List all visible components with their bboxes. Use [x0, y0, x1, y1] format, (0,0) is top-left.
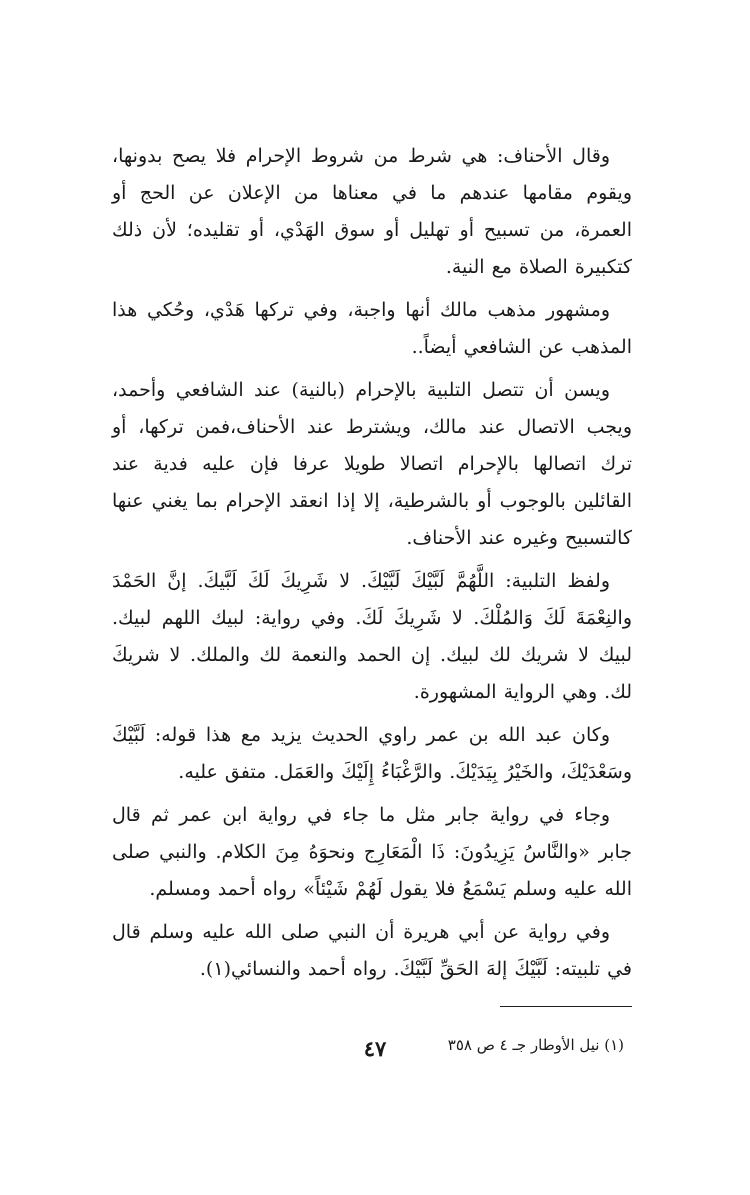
paragraph-talbiya-connection: ويسن أن تتصل التلبية بالإحرام (بالنية) عند الشافعي وأحمد، ويجب الاتصال عند مالك، ويشترط عند الأحناف،فمن تركها، أو ترك اتصالها بالإحرام اتصالا طويلا عرفا فإن عليه فدية عند القائلين بالوجوب أو بالشرطية، إلا إذا انعقد الإحرام بما يغني عنها كالتسبيح وغيره عند الأحناف. — [112, 379, 632, 549]
paragraph-abu-hurayra-narration: وفي رواية عن أبي هريرة أن النبي صلى الله عليه وسلم قال في تلبيته: لَبَّيْكَ إلهَ الحَقِّ لَبَّيْكَ. رواه أحمد والنسائي(١). — [112, 921, 632, 980]
paragraph-talbiya-wording: ولفظ التلبية: اللَّهُمَّ لَبَّيْكَ لَبَّيْكَ. لا شَرِيكَ لَكَ لَبَّيكَ. إنَّ الحَمْدَ والنِعْمَةَ لَكَ وَالمُلْكَ. لا شَرِيكَ لَكَ. وفي رواية: لبيك اللهم لبيك. لبيك لا شريك لك لبيك. إن الحمد والنعمة لك والملك. لا شريكَ لك. وهي الرواية المشهورة. — [112, 570, 632, 703]
footnote-divider — [500, 1006, 632, 1007]
paragraph-malik-school: ومشهور مذهب مالك أنها واجبة، وفي تركها هَدْي، وحُكي هذا المذهب عن الشافعي أيضاً.. — [112, 299, 632, 358]
paragraph-jabir-narration: وجاء في رواية جابر مثل ما جاء في رواية ابن عمر ثم قال جابر «والنَّاسُ يَزِيدُونَ: ذَا الْمَعَارِج ونحوَهُ مِنَ الكلام. والنبي صلى الله عليه وسلم يَسْمَعُ فلا يقول لَهُمْ شَيْئاً» رواه أحمد ومسلم. — [112, 804, 632, 900]
paragraph-ibn-umar-addition: وكان عبد الله بن عمر راوي الحديث يزيد مع هذا قوله: لَبَّيْكَ وسَعْدَيْكَ، والخَيْرُ بِيَدَيْكَ. والرَّغْبَاءُ إِلَيْكَ والعَمَل. متفق عليه. — [112, 724, 632, 783]
page-number: ٤٧ — [363, 1036, 387, 1061]
footnote: (١) نيل الأوطار جـ ٤ ص ٣٥٨ — [447, 1036, 624, 1054]
paragraph-ahnaf-condition: وقال الأحناف: هي شرط من شروط الإحرام فلا يصح بدونها، ويقوم مقامها عندهم ما في معناها من الإعلان عن الحج أو العمرة، من تسبيح أو تهليل أو سوق الهَدْي، أو تقليده؛ لأن ذلك كتكبيرة الصلاة مع النية. — [112, 145, 632, 278]
